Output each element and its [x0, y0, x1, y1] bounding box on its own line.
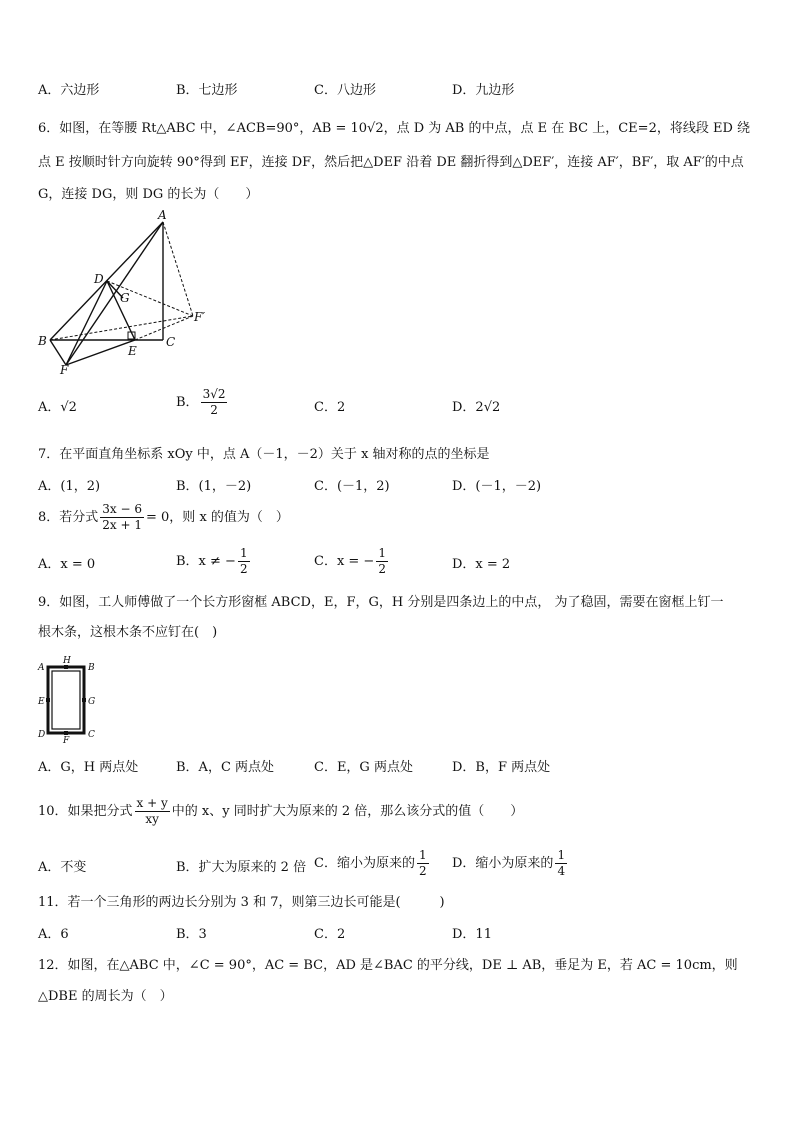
- q10-option-c-numerator: 1: [418, 848, 427, 862]
- q8-stem: [38, 502, 289, 533]
- q10-stem-numerator: x + y: [136, 796, 168, 810]
- q10-stem-prefix: 10．如果把分式: [38, 804, 133, 819]
- q9-label-H: H: [63, 656, 71, 666]
- q8-option-b-denominator: 2: [239, 562, 248, 576]
- q6-label-B: B: [38, 334, 47, 348]
- q6-stem-line2: 点 E 按顺时针方向旋转 90°得到 EF，连接 DF，然后把△DEF 沿着 DE 翻折得到△DEF′，连接 AF′，BF′，取 AF′的中点: [38, 155, 744, 170]
- q12-stem-line1: 12．如图，在△ABC 中，∠C = 90°，AC = BC，AD 是∠BAC 的平分线，DE ⊥ AB，垂足为 E，若 AC = 10cm，则: [38, 958, 738, 973]
- q8-option-c: [314, 546, 390, 577]
- q7-option-d: D．(－1，－2): [452, 479, 542, 494]
- q5-option-d: D．九边形: [452, 83, 515, 98]
- q9-label-F: F: [63, 736, 70, 743]
- q7-option-a: A．(1，2): [38, 479, 101, 494]
- q8-option-b: [176, 546, 252, 577]
- q6-label-G: G: [120, 291, 130, 305]
- q9-label-B: B: [88, 663, 95, 673]
- q6-option-b-fraction: [201, 387, 228, 418]
- q10-option-d-denominator: 4: [557, 864, 566, 878]
- q5-option-b: B．七边形: [176, 83, 238, 98]
- q6-option-b-denominator: 2: [210, 403, 218, 417]
- q7-option-b: B．(1，－2): [176, 479, 252, 494]
- q8-option-c-numerator: 1: [378, 546, 386, 560]
- q12-stem-line2: △DBE 的周长为（ ）: [38, 989, 173, 1004]
- q8-option-c-fraction: [376, 546, 388, 577]
- q10-option-c-fraction: [417, 848, 429, 879]
- q9-label-G: G: [88, 697, 96, 707]
- q8-option-a: A．x = 0: [38, 557, 96, 572]
- q9-label-D: D: [38, 730, 46, 740]
- q9-option-b: B．A，C 两点处: [176, 760, 275, 775]
- q10-option-d-prefix: D．缩小为原来的: [452, 856, 554, 871]
- q5-option-a: A．六边形: [38, 83, 100, 98]
- q9-stem-line2: 根木条，这根木条不应钉在( ): [38, 625, 218, 640]
- q8-stem-numerator: 3x − 6: [102, 502, 143, 516]
- q7-stem: 7．在平面直角坐标系 xOy 中，点 A（－1，－2）关于 x 轴对称的点的坐标是: [38, 447, 490, 462]
- q6-option-d: D．2√2: [452, 400, 501, 415]
- q6-stem-line3: G，连接 DG，则 DG 的长为（ ）: [38, 187, 259, 202]
- q6-label-D: D: [94, 272, 104, 286]
- q10-option-c: [314, 848, 431, 879]
- q6-label-E: E: [128, 344, 137, 358]
- q10-stem-fraction: [135, 796, 170, 827]
- q9-label-A: A: [38, 663, 45, 673]
- q9-label-E: E: [38, 697, 45, 707]
- q8-stem-denominator: 2x + 1: [102, 518, 143, 532]
- q6-option-c: C．2: [314, 400, 346, 415]
- q6-option-b-prefix: B．: [176, 395, 199, 410]
- q6-label-C: C: [166, 335, 176, 349]
- q8-option-c-denominator: 2: [378, 562, 386, 576]
- q10-option-d: [452, 848, 569, 879]
- q11-option-b: B．3: [176, 927, 207, 942]
- q10-stem: [38, 796, 523, 827]
- q10-option-c-prefix: C．缩小为原来的: [314, 856, 415, 871]
- q6-option-a: A．√2: [38, 400, 77, 415]
- q11-option-a: A．6: [38, 927, 69, 942]
- q6-figure: [30, 205, 220, 380]
- q8-option-b-numerator: 1: [239, 546, 248, 560]
- q8-option-b-prefix: B．x ≠ −: [176, 554, 236, 569]
- q9-option-a: A．G，H 两点处: [38, 760, 139, 775]
- q10-option-d-numerator: 1: [557, 848, 566, 862]
- q10-option-c-denominator: 2: [418, 864, 427, 878]
- q9-window-figure: [34, 655, 100, 743]
- q9-option-d: D．B，F 两点处: [452, 760, 551, 775]
- q8-stem-suffix: = 0，则 x 的值为（ ）: [146, 510, 289, 525]
- q6-stem-line1: 6．如图，在等腰 Rt△ABC 中，∠ACB=90°，AB = 10√2，点 D 为 AB 的中点，点 E 在 BC 上，CE=2，将线段 ED 绕: [38, 121, 751, 136]
- q6-option-b: [176, 387, 229, 418]
- q11-stem: 11．若一个三角形的两边长分别为 3 和 7，则第三边长可能是( ): [38, 895, 445, 910]
- q8-stem-fraction: [100, 502, 144, 533]
- q9-label-C: C: [88, 730, 95, 740]
- q11-option-d: D．11: [452, 927, 492, 942]
- q9-option-c: C．E，G 两点处: [314, 760, 413, 775]
- q10-stem-denominator: xy: [145, 812, 159, 826]
- q9-stem-line1: 9．如图，工人师傅做了一个长方形窗框 ABCD，E，F，G，H 分别是四条边上的中点， 为了稳固，需要在窗框上钉一: [38, 595, 724, 610]
- q5-option-c: C．八边形: [314, 83, 376, 98]
- q6-label-A: A: [158, 208, 167, 222]
- q8-option-b-fraction: [238, 546, 250, 577]
- q6-label-F: F: [60, 363, 69, 377]
- q8-option-c-prefix: C．x = −: [314, 554, 375, 569]
- q10-option-b: B．扩大为原来的 2 倍: [176, 860, 307, 875]
- q11-option-c: C．2: [314, 927, 346, 942]
- q10-option-d-fraction: [555, 848, 567, 879]
- q10-option-a: A．不变: [38, 860, 87, 875]
- q8-stem-prefix: 8．若分式: [38, 510, 99, 525]
- q8-option-d: D．x = 2: [452, 557, 511, 572]
- q7-option-c: C．(－1，2): [314, 479, 390, 494]
- q6-option-b-numerator: 3√2: [202, 387, 226, 401]
- q10-stem-suffix: 中的 x、y 同时扩大为原来的 2 倍，那么该分式的值（ ）: [171, 804, 524, 819]
- q6-label-Fprime: F′: [194, 310, 206, 324]
